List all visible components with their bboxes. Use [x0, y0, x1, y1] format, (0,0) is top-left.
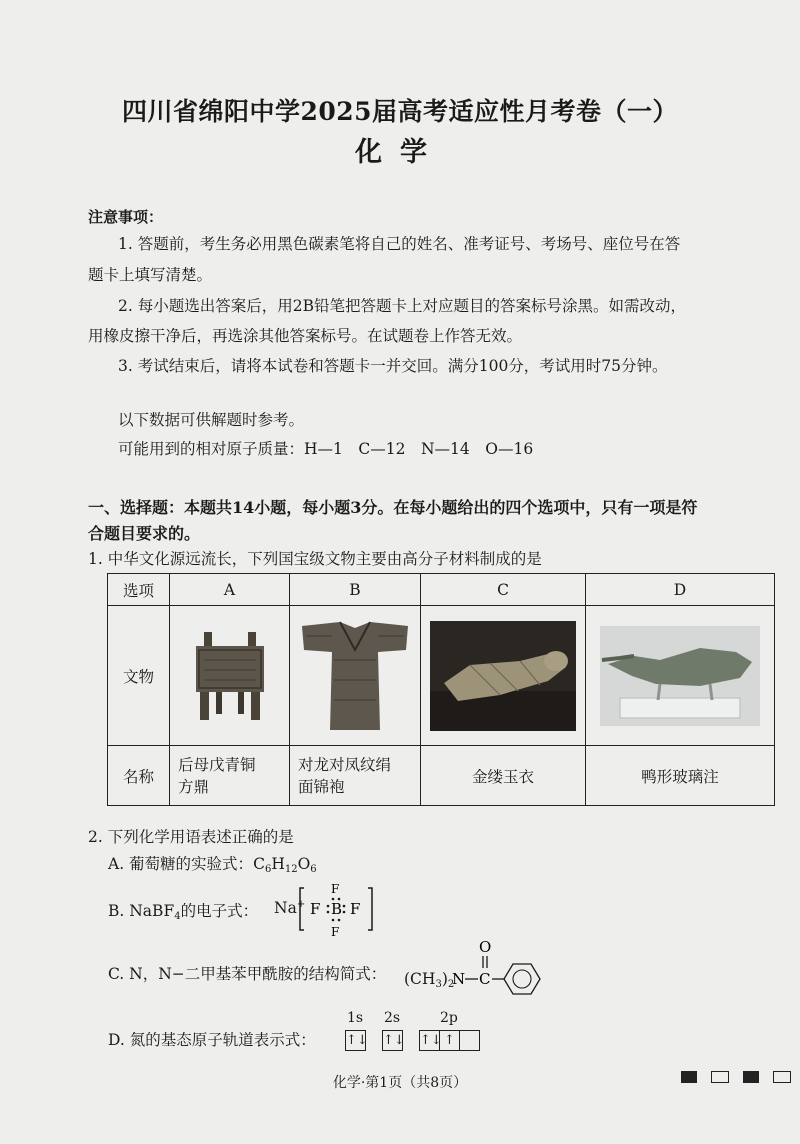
- row-label-relic: 文物: [108, 606, 170, 746]
- orbital-box: ↑↓: [419, 1030, 440, 1051]
- jade-suit-image: [421, 606, 586, 746]
- orbital-2s-label: 2s: [384, 1010, 401, 1026]
- orbital-box: ↑↓: [345, 1030, 366, 1051]
- row-label-option: 选项: [108, 574, 170, 606]
- question-2-stem: 2. 下列化学用语表述正确的是: [88, 828, 294, 846]
- silk-robe-image: [290, 606, 421, 746]
- page-marker-empty: [773, 1071, 791, 1083]
- bronze-ding-image: [170, 606, 290, 746]
- relic-name-c: 金缕玉衣: [421, 746, 586, 806]
- q2-option-c: C. N，N−二甲基苯甲酰胺的结构简式：: [108, 965, 387, 983]
- q2-option-b: B. NaBF$_4$的电子式：: [108, 902, 259, 922]
- orbital-2p-label: 2p: [440, 1010, 458, 1026]
- benzamide-structure: [452, 936, 562, 1006]
- row-label-name: 名称: [108, 746, 170, 806]
- amide-nitrogen: N: [452, 970, 466, 988]
- orbital-box: ↑↓: [382, 1030, 403, 1051]
- page-marker-filled: [681, 1071, 697, 1083]
- carbonyl-carbon: C: [479, 970, 491, 988]
- option-a-header: A: [170, 574, 290, 606]
- notice-heading: 注意事项：: [88, 208, 164, 226]
- q2-option-d: D. 氮的基态原子轨道表示式：: [108, 1031, 316, 1049]
- atomic-masses: 可能用到的相对原子质量：H—1 C—12 N—14 O—16: [118, 440, 534, 458]
- relics-table: [107, 573, 775, 806]
- orbital-box: ↑: [439, 1030, 460, 1051]
- q2-option-a: A. 葡萄糖的实验式：$C_6H_{12}O_6$: [108, 855, 317, 875]
- bf4-cation: Na+: [274, 899, 306, 917]
- relic-name-d: 鸭形玻璃注: [586, 746, 775, 806]
- orbital-2s: [383, 1030, 403, 1051]
- section-heading-cont: 合题目要求的。: [88, 524, 201, 543]
- page-marker-filled: [743, 1071, 759, 1083]
- relic-name-b: 对龙对凤纹绢 面锦袍: [290, 746, 421, 806]
- question-1-stem: 1. 中华文化源远流长，下列国宝级文物主要由高分子材料制成的是: [88, 550, 542, 568]
- option-c-header: C: [421, 574, 586, 606]
- duck-glass-vessel-image: [586, 606, 775, 746]
- notice-item: 1. 答题前，考生务必用黑色碳素笔将自己的姓名、准考证号、考场号、座位号在答: [118, 235, 681, 253]
- orbital-2p: [420, 1030, 480, 1051]
- orbital-box: [459, 1030, 480, 1051]
- notice-item: 3. 考试结束后，请将本试卷和答题卡一并交回。满分100分，考试用时75分钟。: [118, 357, 668, 375]
- exam-title: 四川省绵阳中学2025届高考适应性月考卷（一）: [121, 97, 679, 126]
- option-d-header: D: [586, 574, 775, 606]
- page-footer: 化学·第1页（共8页）: [332, 1075, 468, 1091]
- exam-subject: 化学: [355, 137, 445, 168]
- carbonyl-oxygen: O: [479, 938, 492, 956]
- notice-item: 2. 每小题选出答案后，用2B铅笔把答题卡上对应题目的答案标号涂黑。如需改动，: [118, 297, 686, 315]
- relic-name-a: 后母戊青铜 方鼎: [170, 746, 290, 806]
- orbital-1s-label: 1s: [347, 1010, 364, 1026]
- orbital-1s: [346, 1030, 366, 1051]
- notice-item: 用橡皮擦干净后，再选涂其他答案标号。在试题卷上作答无效。: [88, 327, 523, 345]
- bf4-boron: B: [331, 900, 343, 918]
- dimethylamino-group: $(CH_3)_2$: [404, 970, 455, 990]
- bf4-lewis-structure: [298, 880, 378, 940]
- reference-line: 以下数据可供解题时参考。: [118, 411, 305, 429]
- option-b-header: B: [290, 574, 421, 606]
- bf4-bottom-fluorine: F: [331, 925, 340, 939]
- bf4-right-fluorine: F: [350, 900, 361, 918]
- section-heading: 一、选择题：本题共14小题，每小题3分。在每小题给出的四个选项中，只有一项是符: [88, 498, 698, 517]
- bf4-top-fluorine: F: [331, 882, 340, 896]
- bf4-left-fluorine: F: [310, 900, 321, 918]
- page-marker-empty: [711, 1071, 729, 1083]
- notice-item: 题卡上填写清楚。: [88, 266, 213, 284]
